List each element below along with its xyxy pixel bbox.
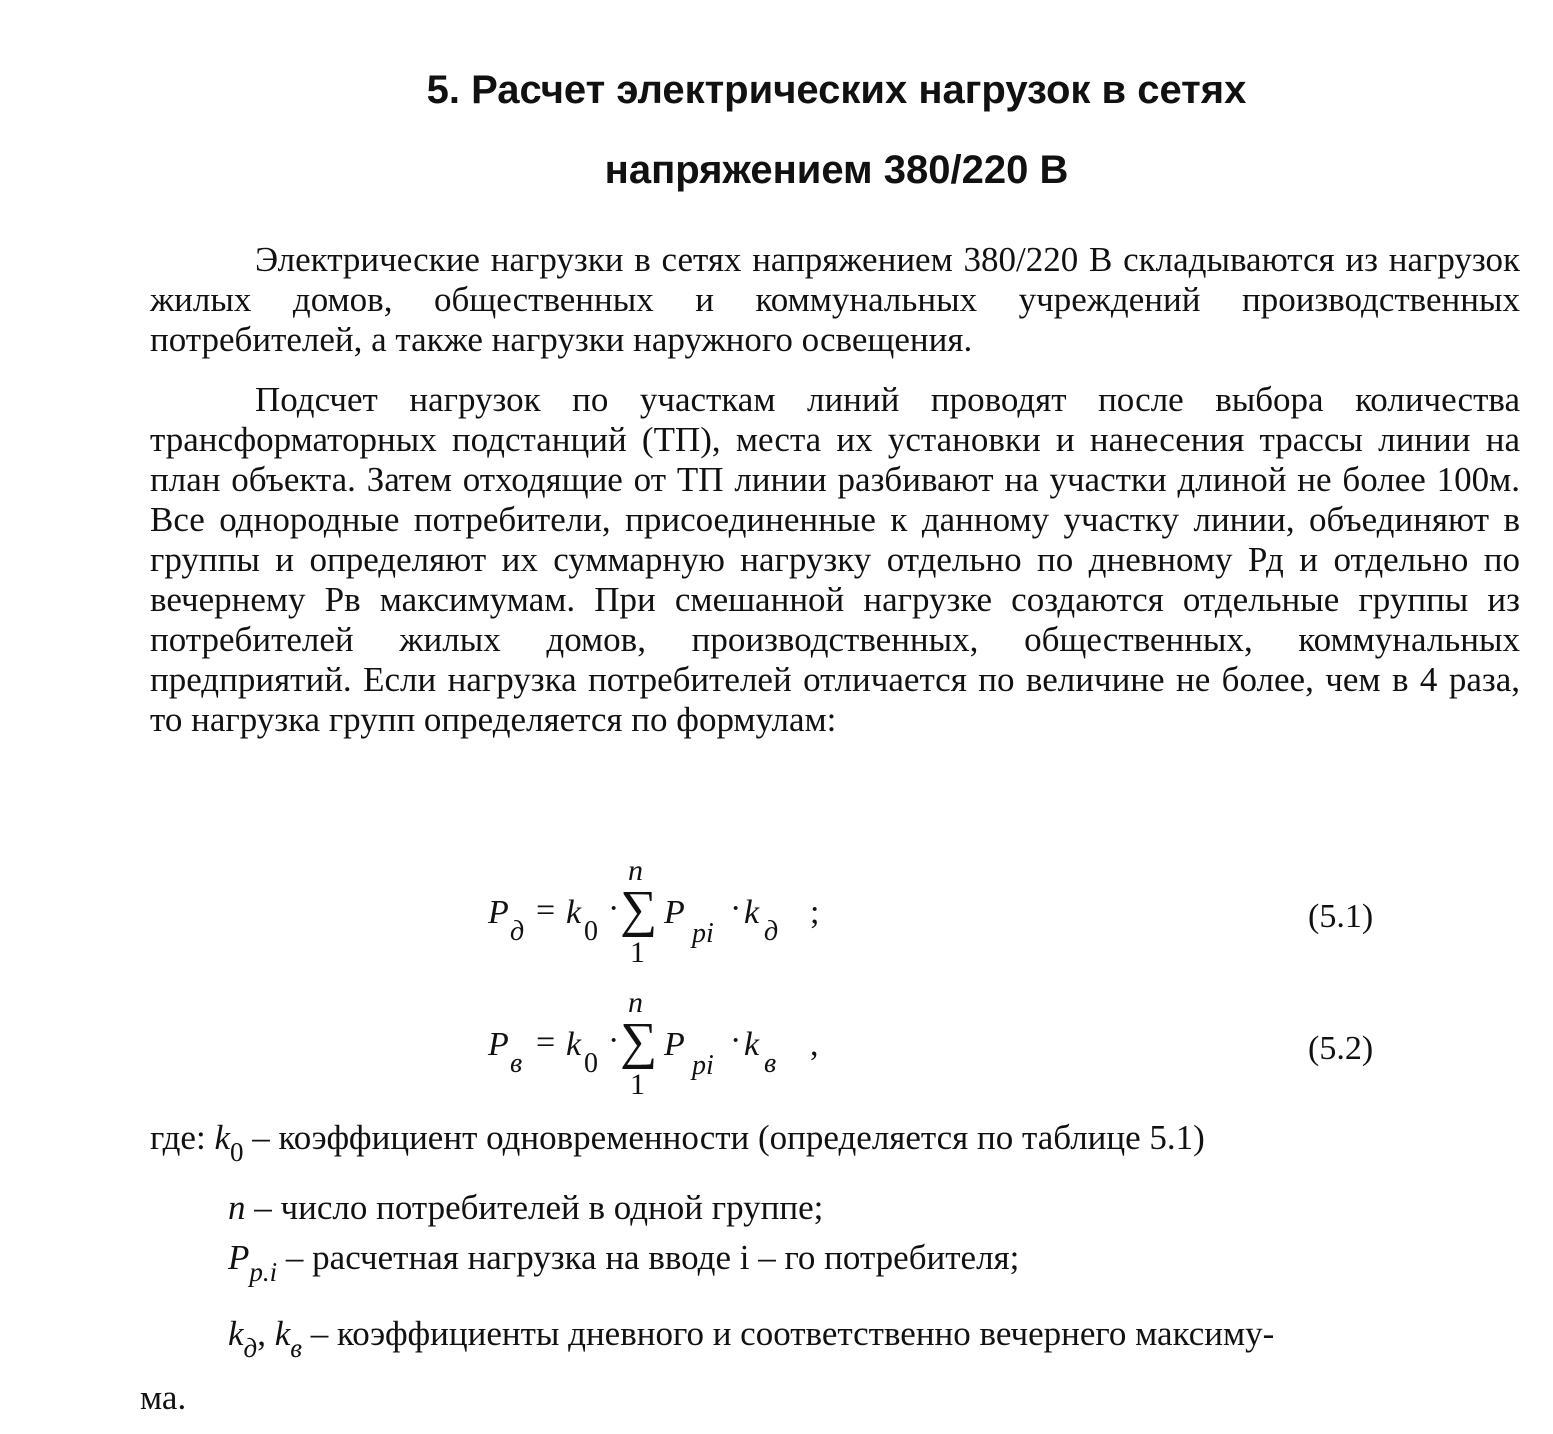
legend-p-text: – расчетная нагрузка на вводе i – го потребителя; xyxy=(285,1238,1020,1277)
sum-upper-limit: n xyxy=(628,854,643,887)
legend-k0-subscript: 0 xyxy=(229,1137,244,1167)
legend-kd-symbol: k xyxy=(228,1314,244,1353)
formula-coef: k xyxy=(566,1026,582,1063)
section-title-line-2: напряжением 380/220 В xyxy=(604,148,1069,192)
legend-k-text: – коэффициенты дневного и соответственно вечернего максиму- xyxy=(310,1314,1275,1353)
legend-k0-symbol: k xyxy=(214,1118,230,1157)
sum-sign: ∑ xyxy=(620,1013,658,1070)
dot-operator: · xyxy=(608,1022,620,1059)
legend-p-symbol: P xyxy=(228,1238,250,1277)
formula-factor-sub: в xyxy=(764,1048,777,1079)
formula-factor-sub: д xyxy=(764,916,779,947)
legend-n-symbol: n xyxy=(228,1188,246,1227)
legend-kv-symbol: k xyxy=(274,1314,291,1353)
dot-operator: · xyxy=(608,890,620,927)
sum-lower-limit: 1 xyxy=(630,936,645,969)
legend-k-text-end: ма. xyxy=(140,1378,187,1417)
formula-coef: k xyxy=(566,894,582,931)
legend-kd-kv: $k_д$, $k_в$ – коэффициенты дневного и соответственно вечернего максиму- xyxy=(228,1314,1275,1363)
dot-operator: · xyxy=(730,890,742,927)
equals-sign: = xyxy=(536,892,556,929)
section-title-line-1: 5. Расчет электрических нагрузок в сетях xyxy=(426,68,1247,112)
legend-n xyxy=(228,1188,823,1228)
formula-punctuation: , xyxy=(810,1026,819,1063)
sum-sign: ∑ xyxy=(620,881,658,938)
equation-number: (5.2) xyxy=(1308,1030,1374,1067)
legend-p xyxy=(228,1238,1020,1287)
equals-sign: = xyxy=(536,1024,556,1061)
dot-operator: · xyxy=(730,1022,742,1059)
formula-lhs: P xyxy=(488,1026,509,1063)
formula-term: P xyxy=(664,894,685,931)
equation-number: (5.1) xyxy=(1308,898,1374,935)
formula-day-load xyxy=(480,854,900,969)
legend-p-subscript: p.i xyxy=(249,1257,278,1287)
formula-factor: k xyxy=(744,1026,760,1063)
formula-coef-sub: 0 xyxy=(584,1048,598,1079)
formula-evening-load xyxy=(480,986,900,1101)
formula-lhs: P xyxy=(488,894,509,931)
formula-term-sub: pi xyxy=(692,1050,714,1081)
formula-lhs-sub: д xyxy=(510,916,525,947)
sum-upper-limit: n xyxy=(628,986,643,1019)
legend-where-label: где: xyxy=(150,1118,206,1157)
formula-coef-sub: 0 xyxy=(584,916,598,947)
legend-k0-text: – коэффициент одновременности (определяется по таблице 5.1) xyxy=(252,1118,1205,1157)
sum-lower-limit: 1 xyxy=(630,1068,645,1101)
formula-factor: k xyxy=(744,894,760,931)
formula-punctuation: ; xyxy=(810,894,820,931)
legend-kd-subscript: д xyxy=(243,1333,258,1363)
legend-kv-subscript: в xyxy=(290,1333,302,1363)
legend-k0 xyxy=(150,1118,1205,1167)
legend-n-text: – число потребителей в одной группе; xyxy=(254,1188,824,1227)
formula-term: P xyxy=(664,1026,685,1063)
paragraph-method: Подсчет нагрузок по участкам линий проводят после выбора количества трансформаторных подстанций (ТП), места их установки и нанесения трассы линии на план объекта. Затем отходящие от ТП линии разбивают на участки длиной не более 100м. Все однородные потребители, присоединенные к данному участку линии, объединяют в группы и определяют их суммарную нагрузку отдельно по дневному Рд и отдельно по вечернему Рв максимумам. При смешанной нагрузке создаются отдельные группы из потребителей жилых домов, производственных, общественных, коммунальных предприятий. Если нагрузка потребителей отличается по величине не более, чем в 4 раза, то нагрузка групп определяется по формулам: xyxy=(150,380,1520,739)
paragraph-intro: Электрические нагрузки в сетях напряжением 380/220 В складываются из нагрузок жилых домов, общественных и коммунальных учреждений производственных потребителей, а также нагрузки наружного освещения. xyxy=(150,240,1520,359)
formula-lhs-sub: в xyxy=(510,1048,523,1079)
formula-term-sub: pi xyxy=(692,918,714,949)
